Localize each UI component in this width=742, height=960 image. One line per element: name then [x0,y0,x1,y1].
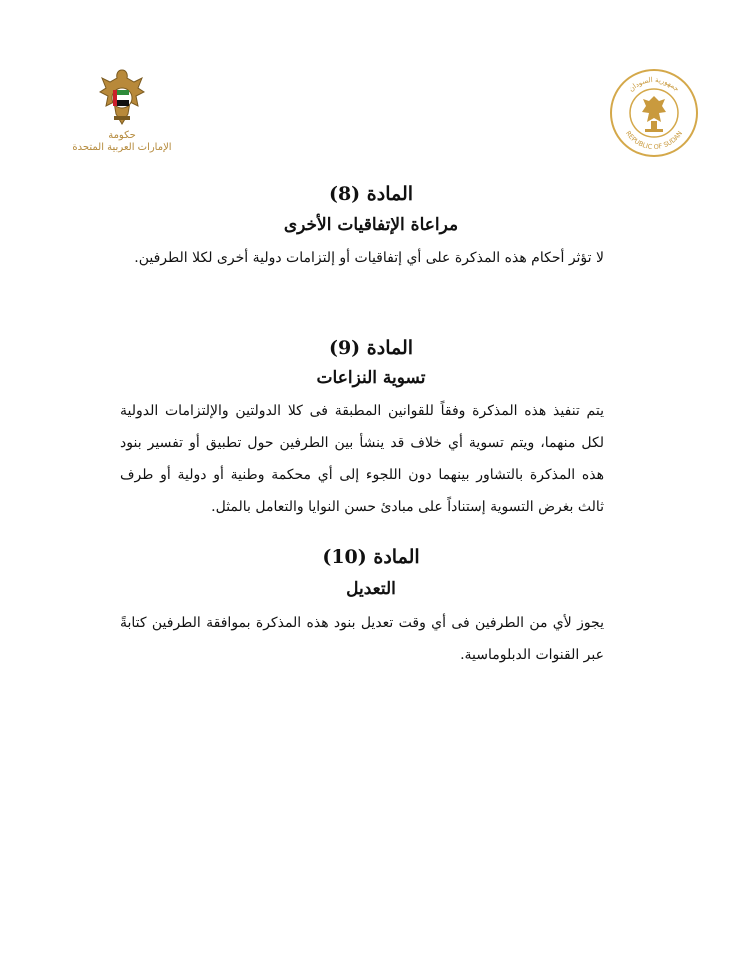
article-8-title: المادة (8) [328,183,414,205]
uae-logo-line2: الإمارات العربية المتحدة [72,142,172,153]
uae-logo-line1: حكومة [108,130,136,141]
article-10-text: يجوز لأي من الطرفين فى أي وقت تعديل بنود هذه المذكرة بموافقة الطرفين كتابةً عبر القنوات الدبلوماسية. [120,615,604,663]
uae-falcon-emblem-icon [98,68,146,128]
sudan-seal-top-text: جمهورية السودان [627,75,681,94]
uae-government-logo [58,68,186,164]
article-9-subtitle: تسوية النزاعات [316,368,426,388]
article-10-title: المادة (10) [322,546,420,568]
article-10-subtitle: التعديل [346,579,396,599]
sudan-seal-icon [609,68,699,158]
article-8-subtitle: مراعاة الإتفاقيات الأخرى [283,215,459,235]
sudan-seal-logo [609,68,699,158]
sudan-seal-bottom-text: REPUBLIC OF SUDAN [623,129,685,152]
article-8-text: لا تؤثر أحكام هذه المذكرة على أي إتفاقيات أو إلتزامات دولية أخرى لكلا الطرفين. [134,250,604,266]
article-9-title: المادة (9) [328,337,414,359]
article-9-text: يتم تنفيذ هذه المذكرة وفقاً للقوانين المطبقة فى كلا الدولتين والإلتزامات الدولية لكل منهما، ويتم تسوية أي خلاف قد ينشأ بين الطرفين حول تطبيق أو تفسير بنود هذه المذكرة بالتشاور بينهما دون اللجوء إلى أي محكمة وطنية أو دولية أو طرف ثالث بغرض التسوية إستناداً على مبادئ حسن النوايا والتعامل بالمثل. [120,403,604,515]
